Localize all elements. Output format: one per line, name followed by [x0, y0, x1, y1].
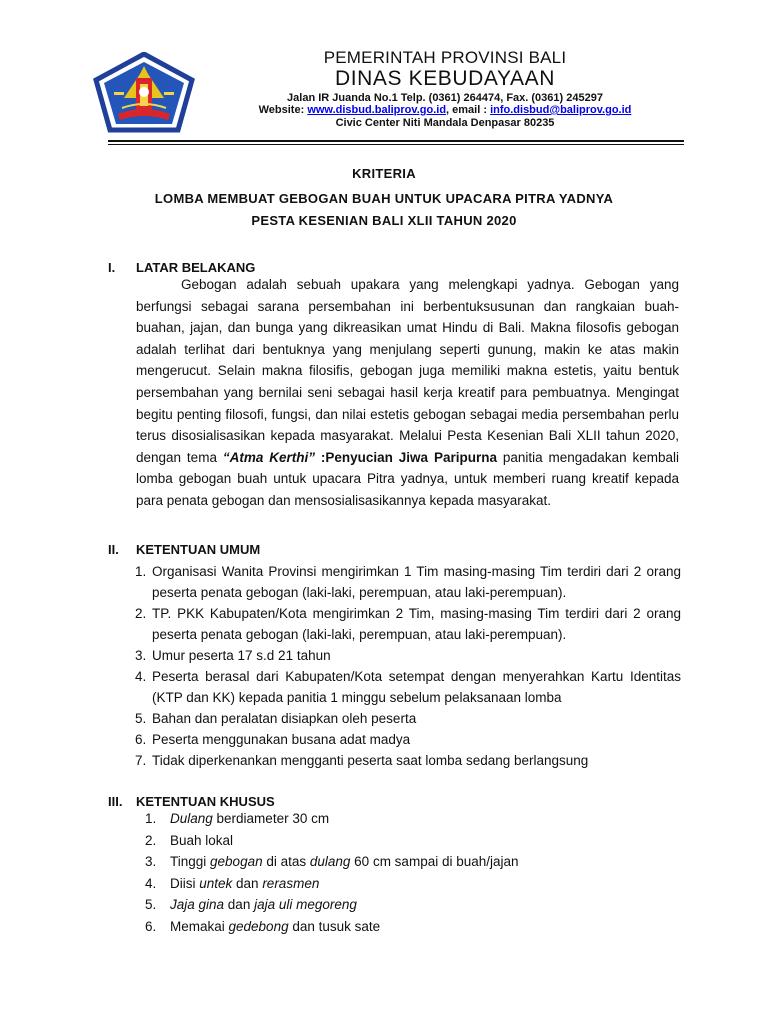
item-text	[170, 851, 519, 873]
item-text: Peserta berasal dari Kabupaten/Kota setempat dengan menyerahkan Kartu Identitas (KTP dan KK) kepada panitia 1 minggu sebelum pelaksanaan lomba	[152, 669, 681, 705]
section-3-title: KETENTUAN KHUSUS	[136, 794, 275, 809]
item-number: 1.	[145, 811, 157, 826]
item-term-2: rerasmen	[262, 875, 320, 891]
item-text: Bahan dan peralatan disiapkan oleh peserta	[152, 711, 417, 726]
item-pre: Memakai	[170, 918, 229, 934]
general-rules-list	[135, 561, 681, 771]
item-number: 4.	[145, 875, 157, 891]
item-text	[170, 808, 329, 830]
item-pre: Tinggi	[170, 854, 211, 869]
section-1-title: LATAR BELAKANG	[136, 260, 256, 275]
theme-name: “Atma Kerthi”	[222, 449, 315, 465]
email-link[interactable]: info.disbud@baliprov.go.id	[490, 104, 632, 116]
item-text: Tidak diperkenankan mengganti peserta saat lomba sedang berlangsung	[152, 753, 589, 768]
letterhead-location: Civic Center Niti Mandala Denpasar 80235	[335, 117, 555, 129]
item-number: 5.	[135, 711, 147, 726]
list-item	[135, 561, 681, 603]
item-number: 6.	[135, 732, 147, 747]
section-1-paragraph	[136, 274, 679, 512]
website-label: Website:	[258, 104, 305, 116]
section-2-title: KETENTUAN UMUM	[136, 542, 261, 557]
item-number: 7.	[135, 753, 147, 768]
website-link[interactable]: www.disbud.baliprov.go.id	[307, 104, 447, 116]
list-item	[135, 750, 681, 771]
paragraph-theme	[223, 450, 497, 465]
item-rest: 60 cm sampai di buah/jajan	[350, 854, 519, 869]
item-term: Dulang	[170, 811, 213, 826]
doc-subtitle: LOMBA MEMBUAT GEBOGAN BUAH UNTUK UPACARA PITRA YADNYA	[154, 191, 614, 206]
section-2-number: II.	[108, 542, 119, 557]
item-number: 2.	[135, 606, 147, 621]
letterhead-agency: DINAS KEBUDAYAAN	[334, 67, 556, 90]
item-term: gebogan	[210, 854, 263, 869]
list-item	[135, 708, 681, 729]
item-text: Umur peserta 17 s.d 21 tahun	[152, 648, 331, 663]
item-text: Peserta menggunakan busana adat madya	[152, 732, 411, 747]
paragraph-text-a: Gebogan adalah sebuah upakara yang melengkapi yadnya. Gebogan yang berfungsi sebagai sarana persembahan ini berbentuksusunan dan rangkaian buah-buahan, jajan, dan bunga yang dikreasikan umat Hindu di Bali. Makna filosofis gebogan adalah terlihat dari bentuknya yang menjulang seperti gunung, makin ke atas makin mengerucut. Selain makna filosifis, gebogan juga memiliki makna estetis, yaitu bentuk persembahan yang bernilai seni sebagai hasil kerja kreatif para pembuatnya. Mengingat begitu penting filosofi, fungsi, dan nilai estetis gebogan sebagai media persembahan perlu terus disosialisasikan kepada masyarakat. Melalui Pesta Kesenian Bali XLII tahun 2020, dengan tema	[136, 277, 679, 465]
item-text	[170, 894, 357, 916]
item-text	[170, 873, 319, 895]
item-number: 6.	[145, 918, 157, 934]
item-number: 3.	[135, 648, 147, 663]
item-number: 2.	[145, 832, 157, 848]
item-text: Organisasi Wanita Provinsi mengirimkan 1 Tim masing-masing Tim terdiri dari 2 orang peserta penata gebogan (laki-laki, perempuan, atau laki-perempuan).	[152, 564, 681, 600]
item-number: 4.	[135, 669, 147, 684]
item-mid: di atas	[262, 854, 310, 869]
item-text	[170, 916, 380, 938]
theme-subtitle: :Penyucian Jiwa Paripurna	[315, 449, 497, 465]
letterhead-divider-thick	[108, 140, 684, 142]
item-text: TP. PKK Kabupaten/Kota mengirimkan 2 Tim, masing-masing Tim terdiri dari 2 orang peserta penata gebogan (laki-laki, perempuan, atau laki-perempuan).	[152, 606, 681, 642]
email-label: , email :	[446, 104, 488, 116]
letterhead-address: Jalan IR Juanda No.1 Telp. (0361) 264474, Fax. (0361) 245297	[287, 92, 603, 104]
list-item	[135, 603, 681, 645]
item-term: Jaja gina	[170, 897, 225, 912]
section-3-number: III.	[108, 794, 123, 809]
list-item	[135, 729, 681, 750]
item-rest: dan tusuk sate	[288, 918, 381, 934]
item-number: 5.	[145, 897, 157, 912]
item-number: 3.	[145, 854, 157, 869]
list-item	[135, 645, 681, 666]
list-item	[135, 666, 681, 708]
letterhead-government: PEMERINTAH PROVINSI BALI	[323, 48, 567, 67]
item-number: 1.	[135, 564, 147, 579]
item-term: gedebong	[228, 918, 289, 934]
letterhead-contacts	[210, 104, 680, 116]
item-term-2: dulang	[309, 854, 351, 869]
bali-province-emblem	[92, 52, 196, 134]
item-pre: Diisi	[170, 875, 200, 891]
item-mid: dan	[232, 875, 263, 891]
item-rest: berdiameter 30 cm	[212, 811, 330, 826]
item-term: untek	[199, 875, 233, 891]
item-text: Buah lokal	[170, 832, 234, 848]
item-mid: dan	[224, 897, 255, 912]
doc-title: KRITERIA	[352, 166, 416, 181]
doc-event: PESTA KESENIAN BALI XLII TAHUN 2020	[251, 213, 517, 228]
letterhead-divider-thin	[108, 144, 684, 145]
paragraph-text-b: panitia mengadakan kembali lomba gebogan buah untuk upacara Pitra yadnya, untuk memberi ruang kreatif kepada para penata gebogan dan mensosialisasikannya kepada masyarakat.	[136, 449, 679, 508]
section-1-number: I.	[108, 260, 116, 275]
item-term-2: jaja uli megoreng	[254, 897, 357, 912]
